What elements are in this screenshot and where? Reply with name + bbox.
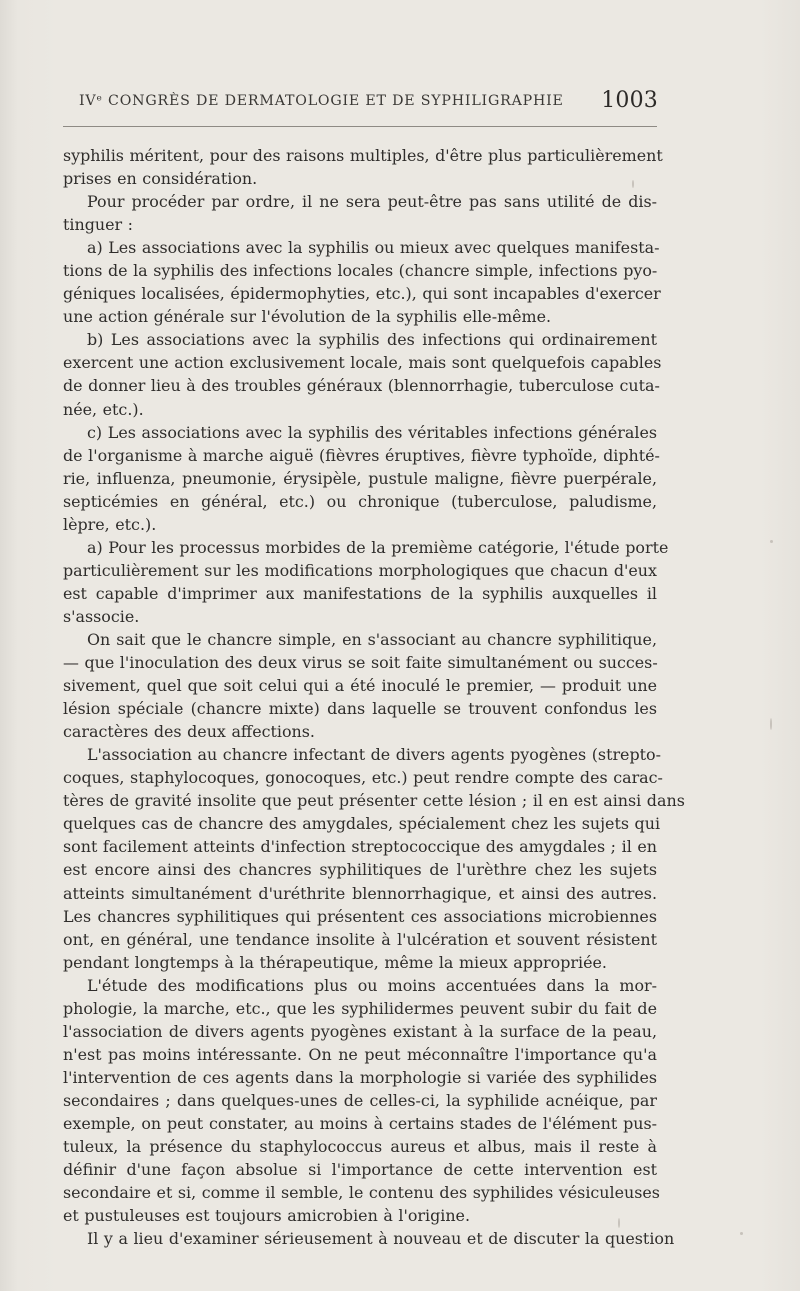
text-line: particulièrement sur les modifications morphologiques que chacun d'eux: [63, 560, 657, 580]
text-line: exemple, on peut constater, au moins à certains stades de l'élément pus-: [63, 1113, 657, 1133]
text-line: prises en considération.: [63, 169, 258, 189]
text-line: géniques localisées, épidermophyties, etc.), qui sont incapables d'exercer: [63, 284, 661, 304]
text-line: pendant longtemps à la thérapeutique, même la mieux appropriée.: [63, 952, 607, 972]
paper-speck: [632, 180, 634, 188]
running-header: [79, 88, 658, 116]
header-rule: [63, 126, 657, 127]
text-line: tinguer :: [63, 215, 134, 235]
paper-speck: [618, 1218, 620, 1228]
text-line: phologie, la marche, etc., que les syphilidermes peuvent subir du fait de: [63, 998, 657, 1018]
page-number: 1003: [601, 88, 658, 113]
text-line: caractères des deux affections.: [63, 722, 315, 742]
text-line: est encore ainsi des chancres syphilitiques de l'urèthre chez les sujets: [63, 860, 657, 880]
text-line: a) Les associations avec la syphilis ou mieux avec quelques manifesta-: [87, 238, 660, 258]
text-line: L'étude des modifications plus ou moins accentuées dans la mor-: [87, 975, 657, 995]
text-line: définir d'une façon absolue si l'importance de cette intervention est: [63, 1160, 657, 1180]
text-line: n'est pas moins intéressante. On ne peut méconnaître l'importance qu'a: [63, 1044, 657, 1064]
body-text: [63, 144, 685, 1250]
text-line: syphilis méritent, pour des raisons multiples, d'être plus particulièrement: [63, 146, 663, 165]
paper-speck: [770, 540, 773, 543]
text-line: secondaires ; dans quelques-unes de celles-ci, la syphilide acnéique, par: [63, 1090, 657, 1110]
text-line: l'intervention de ces agents dans la morphologie si variée des syphilides: [63, 1067, 657, 1087]
text-line: Les chancres syphilitiques qui présentent ces associations microbiennes: [63, 906, 657, 926]
text-line: — que l'inoculation des deux virus se soit faite simultanément ou succes-: [63, 653, 658, 673]
text-line: septicémies en général, etc.) ou chronique (tuberculose, paludisme,: [63, 491, 657, 511]
text-line: tions de la syphilis des infections locales (chancre simple, infections pyo-: [63, 261, 658, 281]
text-line: l'association de divers agents pyogènes existant à la surface de la peau,: [63, 1021, 657, 1041]
text-line: b) Les associations avec la syphilis des infections qui ordinairement: [87, 330, 657, 350]
text-line: tuleux, la présence du staphylococcus aureus et albus, mais il reste à: [63, 1137, 657, 1157]
text-line: lèpre, etc.).: [63, 514, 157, 534]
text-line: quelques cas de chancre des amygdales, spécialement chez les sujets qui: [63, 814, 661, 834]
text-line: sont facilement atteints d'infection streptococcique des amygdales ; il en: [63, 837, 657, 857]
text-line: ont, en général, une tendance insolite à l'ulcération et souvent résistent: [63, 929, 657, 949]
text-line: L'association au chancre infectant de divers agents pyogènes (strepto-: [87, 745, 661, 765]
text-line: est capable d'imprimer aux manifestations de la syphilis auxquelles il: [63, 583, 657, 603]
text-line: a) Pour les processus morbides de la premième catégorie, l'étude porte: [87, 537, 669, 557]
text-line: Il y a lieu d'examiner sérieusement à nouveau et de discuter la question: [87, 1229, 675, 1249]
text-line: s'associe.: [63, 606, 140, 626]
text-line: sivement, quel que soit celui qui a été inoculé le premier, — produit une: [63, 676, 657, 696]
text-line: une action générale sur l'évolution de la syphilis elle-même.: [63, 307, 552, 327]
text-line: née, etc.).: [63, 399, 144, 419]
paper-speck: [740, 1232, 743, 1235]
text-line: exercent une action exclusivement locale, mais sont quelquefois capables: [63, 353, 662, 373]
text-line: et pustuleuses est toujours amicrobien à l'origine.: [63, 1206, 471, 1226]
paper-speck: [770, 718, 772, 730]
text-line: lésion spéciale (chancre mixte) dans laquelle se trouvent confondus les: [63, 699, 657, 719]
text-line: secondaire et si, comme il semble, le contenu des syphilides vésiculeuses: [63, 1183, 660, 1203]
text-line: Pour procéder par ordre, il ne sera peut-être pas sans utilité de dis-: [87, 192, 657, 212]
text-line: On sait que le chancre simple, en s'associant au chancre syphilitique,: [87, 629, 657, 649]
text-line: atteints simultanément d'uréthrite blennorrhagique, et ainsi des autres.: [63, 883, 657, 903]
running-title: IVᵉ CONGRÈS DE DERMATOLOGIE ET DE SYPHILIGRAPHIE: [79, 93, 564, 109]
text-line: c) Les associations avec la syphilis des véritables infections générales: [87, 422, 657, 442]
text-line: rie, influenza, pneumonie, érysipèle, pustule maligne, fièvre puerpérale,: [63, 468, 657, 488]
text-line: tères de gravité insolite que peut présenter cette lésion ; il en est ainsi dans: [63, 791, 685, 811]
text-line: de donner lieu à des troubles généraux (blennorrhagie, tuberculose cuta-: [63, 376, 660, 396]
text-line: de l'organisme à marche aiguë (fièvres éruptives, fièvre typhoïde, diphté-: [63, 445, 660, 465]
text-line: coques, staphylocoques, gonocoques, etc.) peut rendre compte des carac-: [63, 768, 663, 788]
